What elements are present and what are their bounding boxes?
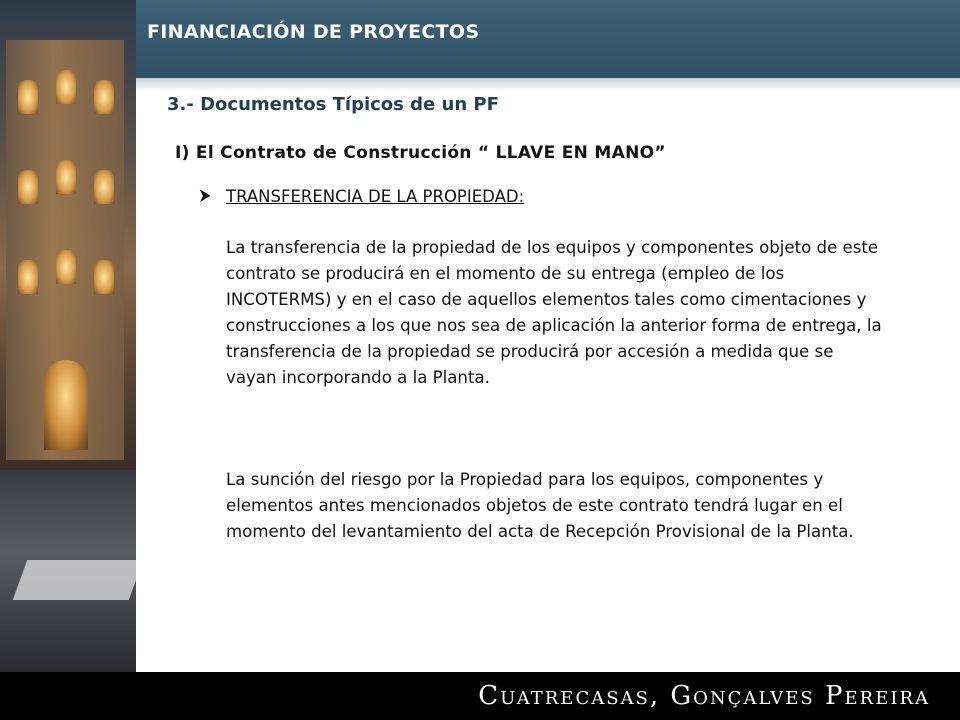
firm-logo: Cuatrecasas, Gonçalves Pereira (478, 681, 930, 711)
bullet-heading: TRANSFERENCIA DE LA PROPIEDAD: (226, 187, 525, 206)
arrow-bullet-icon (198, 189, 212, 207)
building-photo (0, 0, 136, 672)
section-title: 3.- Documentos Típicos de un PF (167, 94, 499, 115)
document-paper (13, 560, 136, 600)
lit-window (94, 80, 114, 114)
header-title: FINANCIACIÓN DE PROYECTOS (147, 21, 480, 43)
header-band (136, 0, 960, 78)
lit-window (56, 70, 76, 104)
header-shadow (136, 78, 960, 92)
lit-window (18, 80, 38, 114)
arched-door (44, 360, 88, 450)
lit-window (94, 260, 114, 294)
lit-window (94, 170, 114, 204)
lit-window (56, 160, 76, 194)
lit-window (56, 250, 76, 284)
lit-window (18, 170, 38, 204)
paragraph-risk: La sunción del riesgo por la Propiedad para los equipos, componentes y elementos antes mencionados objetos de este contrato tendrá lugar en el momento del levantamiento del acta de Recepción Provisional de la Planta. (226, 470, 854, 541)
paragraph-transfer: La transferencia de la propiedad de los equipos y componentes objeto de este contrato se producirá en el momento de su entrega (empleo de los INCOTERMS) y en el caso de aquellos elementos tales como cimentaciones y construcciones a los que nos sea de aplicación la anterior forma de entrega, la transferencia de la propiedad se producirá por accesión a medida que se vayan incorporando a la Planta. (226, 238, 882, 387)
lit-window (18, 260, 38, 294)
footer-bar (0, 672, 960, 720)
subtitle: I) El Contrato de Construcción “ LLAVE EN MANO” (175, 143, 666, 163)
